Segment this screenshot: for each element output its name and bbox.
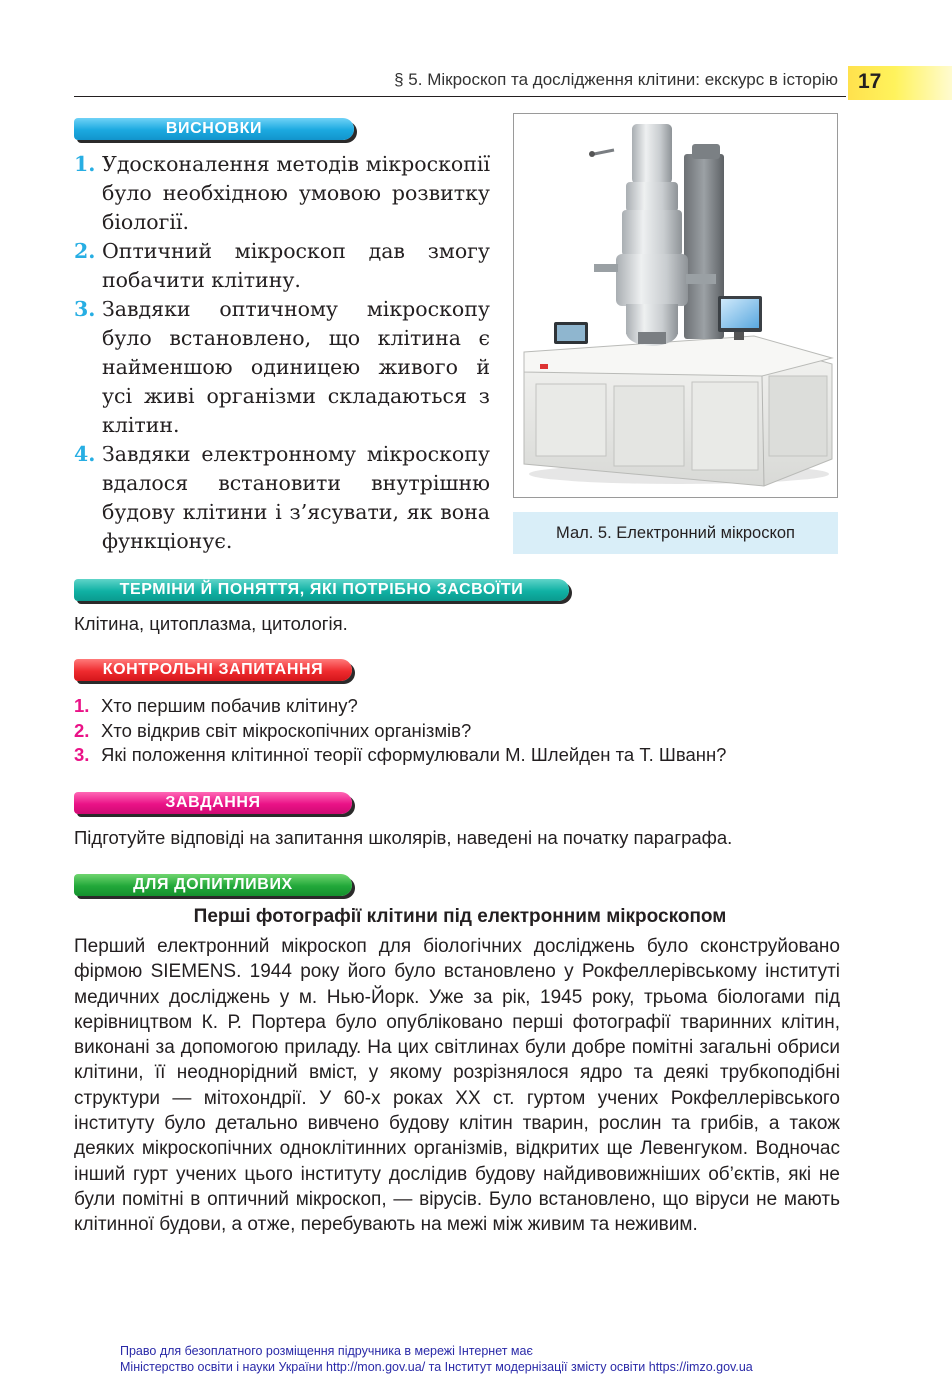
item-text: Удосконалення методів мікроскопії було необхідною умовою розвитку біології. <box>102 152 490 234</box>
item-text: Хто першим побачив клітину? <box>101 695 358 716</box>
curious-paragraph: Перший електронний мікроскоп для біологічних досліджень було сконструйовано фірмою SIEMENS. 1944 року його було встановлено у Рокфеллерівському інституті медичних досліджень у м. Нью-Йорк. Уже за рік, 1945 року, трьома біологами під керівництвом К. Р. Портера було опубліковано перші фотографії тваринних клітин, виконані за допомогою приладу. На цих світлинах були добре помітні загальні обриси клітини, її неоднорідний вміст, у якому розрізнялося ядро та деякі трубкоподібні структури — мітохондрії. У 60-х роках XX ст. гуртом учених Рокфеллерівського інституту було детально вивчено будову клітин тварин, рослин та грибів, а також деяких мікроскопічних одноклітинних організмів, відкритих ще Левенгуком. Водночас інший гурт учених цього інституту дослідив будову найдивовижніших об’єктів, які не були помітні в оптичний мікроскоп, — вірусів. Було встановлено, що віруси не мають клітинної будови, а отже, перебувають на межі між живим та неживим. <box>74 936 840 1236</box>
item-number: 3. <box>74 744 90 765</box>
item-text: Завдяки електронному мікроскопу вдалося встановити внутрішню будову клітини і з’ясувати, як вона функціонує. <box>102 442 490 553</box>
item-number: 4. <box>74 442 96 466</box>
copyright-footer <box>120 1344 753 1375</box>
item-number: 2. <box>74 239 96 263</box>
footer-line-1: Право для безоплатного розміщення підручника в мережі Інтернет має <box>120 1344 533 1358</box>
item-text: Оптичний мікроскоп дав змогу побачити клітину. <box>102 239 490 292</box>
figure-caption: Мал. 5. Електронний мікроскоп <box>513 512 838 554</box>
curious-subtitle: Перші фотографії клітини під електронним мікроскопом <box>193 906 727 927</box>
terms-text: Клітина, цитоплазма, цитологія. <box>74 613 348 634</box>
running-header: § 5. Мікроскоп та дослідження клітини: екскурс в історію <box>394 70 838 89</box>
questions-list <box>74 694 726 768</box>
item-number: 1. <box>74 152 96 176</box>
item-number: 1. <box>74 695 90 716</box>
conclusions-list <box>74 150 490 556</box>
task-banner: ЗАВДАННЯ <box>74 792 352 814</box>
item-number: 3. <box>74 297 96 321</box>
item-text: Хто відкрив світ мікроскопічних організмів? <box>101 719 472 741</box>
item-text: Які положення клітинної теорії сформулювали М. Шлейден та Т. Шванн? <box>101 744 727 765</box>
conclusions-banner: ВИСНОВКИ <box>74 118 354 140</box>
list-item <box>74 719 726 744</box>
questions-banner: КОНТРОЛЬНІ ЗАПИТАННЯ <box>74 659 352 681</box>
item-number: 2. <box>74 719 90 741</box>
item-text: Завдяки оптичному мікроскопу було встановлено, що клітина є найменшою одиницею живого й усі живі організми складаються з клітин. <box>102 297 490 437</box>
list-item <box>74 150 490 237</box>
header-rule <box>74 96 846 97</box>
list-item <box>74 295 490 440</box>
list-item <box>74 694 726 719</box>
electron-microscope-photo <box>513 113 838 498</box>
microscope-illustration <box>514 114 837 497</box>
curious-banner: ДЛЯ ДОПИТЛИВИХ <box>74 874 352 896</box>
page-number: 17 <box>858 70 882 93</box>
list-item <box>74 237 490 295</box>
list-item <box>74 440 490 556</box>
list-item <box>74 743 726 768</box>
footer-line-2: Міністерство освіти і науки України http://mon.gov.ua/ та Інститут модернізації змісту освіти https://imzo.gov.ua <box>120 1359 753 1374</box>
task-text: Підготуйте відповіді на запитання школярів, наведені на початку параграфа. <box>74 827 733 848</box>
terms-banner: ТЕРМІНИ Й ПОНЯТТЯ, ЯКІ ПОТРІБНО ЗАСВОЇТИ <box>74 579 569 601</box>
